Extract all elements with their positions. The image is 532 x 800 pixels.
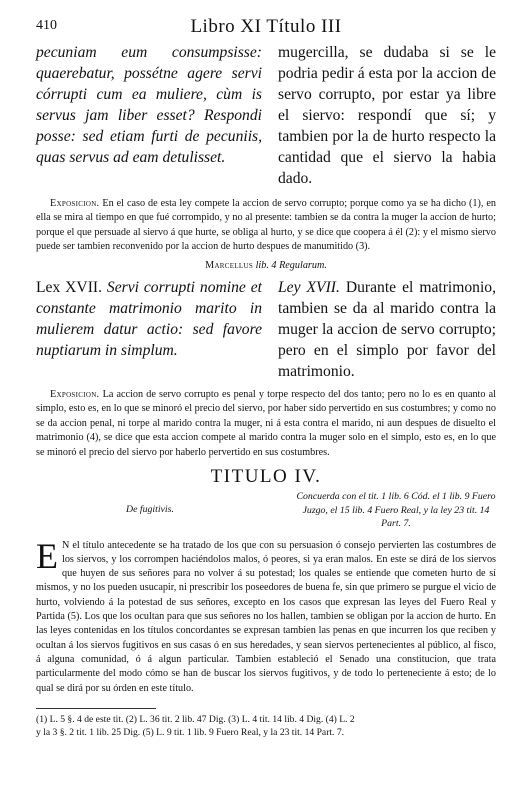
titulo-rubric-row <box>36 490 496 531</box>
lex17-latin-heading: Lex XVII. <box>36 279 102 297</box>
latin-column-top: pecuniam eum consumpsisse: quaerebatur, possétne agere servi córrupti cum ea muliere, cùm is servus jam liber esset? Respondi posse: sed etiam furti de pecuniis, quas servus ad eam detulisset. <box>36 44 262 166</box>
exposicion-1 <box>36 197 496 255</box>
lex17-spanish <box>278 277 496 382</box>
body-paragraph: N el título antecedente se ha tratado de los que con su persuasion ó consejo pervierten las costumbres de los siervos, y los corrompen haciéndolos malos, ó peores, si ya eran malos. En este se dirá de los siervos que huyen de sus señores para no volver á su potestad; los quales se entiende que cometen hurto de sí mismos, y no los pueden usucapir, ni prescribir los poseedores de buena fe, sin que primero se purgue el vicio de hurto, volviendo á la potestad de sus señores, excepto en los casos que expresan las leyes del Fuero Real y Partida (5). Los que los ocultan para que sus señores no los hallen, tambien se obligan por la accion de hurto. En las leyes contenidas en los títulos concordantes se expresan tambien las penas en que incurren los que reciben y ocultan á los siervos fugitivos en sus casas ó en sus heredades, y sean siervos pertenecientes al público, al fisco, á alguna comunidad, ó á algun particular. Tambien estableció el Senado una constitucion, que trata particularmente del modo cómo se han de buscar los siervos fugitivos, y de todo lo perteneciente á esto; de lo qual se dirá por su órden en este título. <box>36 539 496 694</box>
footnote-line-2: y la 3 §. 2 tit. 1 lib. 25 Dig. (5) L. 9 tit. 1 lib. 9 Fuero Real, y la 23 tit. 14 Part. 7. <box>36 726 345 738</box>
concordance-note: Concuerda con el tit. 1 lib. 6 Cód. el 1 lib. 9 Fuero Juzgo, el 15 lib. 4 Fuero Real, y la ley 23 tit. 14 Part. 7. <box>296 491 496 530</box>
titulo-rubric: De fugitivis. <box>126 504 174 516</box>
running-title: Libro XI Título III <box>190 16 342 37</box>
exposicion-2 <box>36 388 496 460</box>
marcellus-attribution <box>36 259 496 273</box>
titulo-body <box>36 535 496 696</box>
footnote-rule <box>36 708 156 709</box>
lex17-latin <box>36 277 262 382</box>
lex17-columns <box>36 277 496 382</box>
footnote-line-1: (1) L. 5 §. 4 de este tit. (2) L. 36 tit. 2 lib. 47 Dig. (3) L. 4 tit. 14 lib. 4 Dig. (4) L. 2 <box>36 713 355 725</box>
page <box>36 16 496 739</box>
spanish-column-top: mugercilla, se dudaba si se le podria pedir á esta por la accion de servo corrupto, por estar ya libre el siervo: respondí que sí; y tambien por la de hurto respecto la cantidad que el siervo la habia dado. <box>278 44 496 187</box>
lex17-spanish-text: Durante el matrimonio, tambien se da al marido contra la muger la accion de servo corrupto; pero en el simplo por favor del matrimonio. <box>278 279 496 381</box>
lex17-latin-text: Servi corrupti nomine et constante matrimonio marito in mulierem datur actio: sed favore nuptiarum in simplum. <box>36 279 263 360</box>
drop-cap: E <box>36 535 58 576</box>
exposicion-text: La accion de servo corrupto es penal y torpe respecto del dos tanto; pero no lo es en quanto al simplo, esto es, en lo que se minoró el precio del siervo, por haber sido pervertido en sus costumbres; y como no se da accion penal, ni torpe al marido contra la muger, ni á esta contra el marido, ni aun despues de disuelto el matrimonio (4), se dice que esta accion compete al marido contra la muger solo en el simplo, esto es, en lo que se minoró el precio del siervo por haberlo pervertido en sus costumbres. <box>36 389 496 458</box>
lex17-spanish-heading: Ley XVII. <box>278 279 340 297</box>
page-header <box>36 16 496 42</box>
jurist-ref: lib. 4 Regularum. <box>255 259 327 271</box>
jurist-name: Marcellus <box>205 259 254 271</box>
titulo-heading: TITULO IV. <box>210 466 322 488</box>
top-columns <box>36 42 496 189</box>
exposicion-label: Exposicion. <box>50 198 100 209</box>
page-number: 410 <box>36 18 57 33</box>
footnotes <box>36 713 496 739</box>
exposicion-text: En el caso de esta ley compete la accion de servo corrupto; porque como ya se ha dicho (1), en ella se mira al tiempo en que fué corrompido, y no al presente: tambien se da contra la muger la accion de hurto; porque el que persuade al siervo á que hurte, se obliga al hurto, y se dice que coopera á él (2): y el mismo siervo puede ser tambien reconvenido por la accion de hurto despues de manumitido (3). <box>36 198 497 253</box>
exposicion-label: Exposicion. <box>50 389 100 401</box>
